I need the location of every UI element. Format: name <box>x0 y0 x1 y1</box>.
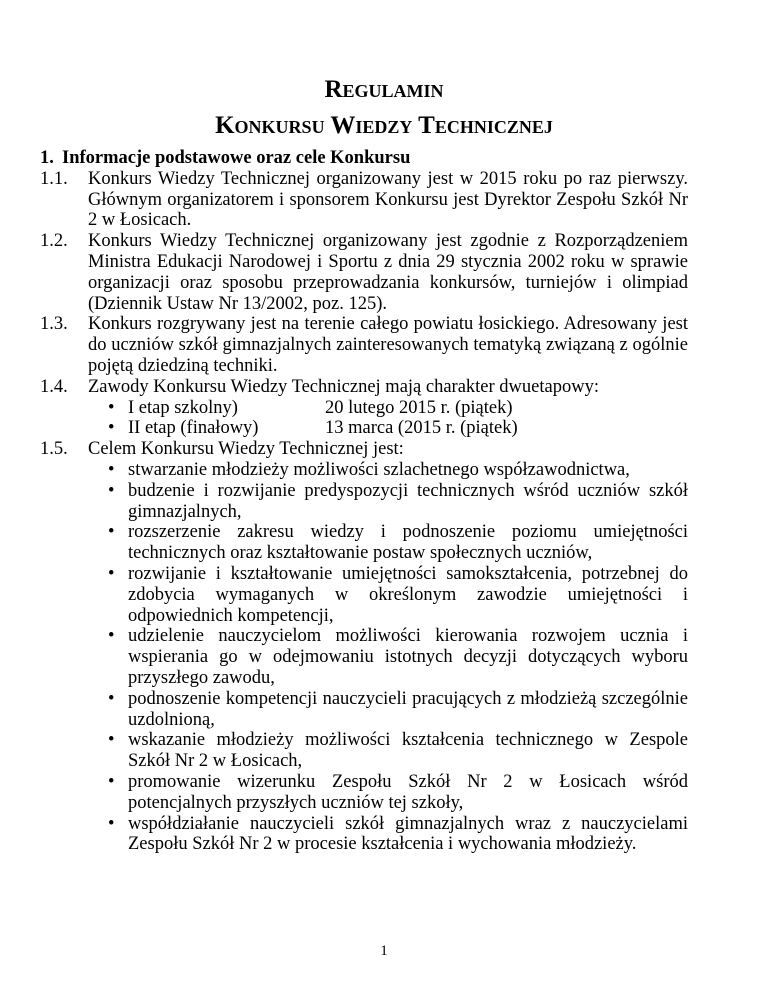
title-regulamin: Regulamin <box>324 76 444 103</box>
bullet-icon: • <box>108 480 115 501</box>
list-item-text: stwarzanie młodzieży możliwości szlachetnego współzawodnictwa, <box>128 459 630 480</box>
paragraph-text: Konkurs Wiedzy Technicznej organizowany jest zgodnie z Rozporządzeniem Ministra Edukacji Narodowej i Sportu z dnia 29 stycznia 2002 roku w sprawie organizacji oraz sposobu przeprowadzania konkursów, turniejów i olimpiad (Dziennik Ustaw Nr 13/2002, poz. 125). <box>88 231 688 314</box>
section-heading-text: Informacje podstawowe oraz cele Konkursu <box>62 148 411 168</box>
paragraph-number: 1.2. <box>40 231 68 252</box>
bullet-icon: • <box>108 771 115 792</box>
paragraph-1-5 <box>40 439 688 460</box>
bullet-icon: • <box>108 418 115 439</box>
list-item-text: współdziałanie nauczycieli szkół gimnazjalnych wraz z nauczycielami Zespołu Szkół Nr 2 w procesie kształcenia i wychowania młodzieży. <box>128 813 688 855</box>
bullet-icon: • <box>108 730 115 751</box>
list-item <box>40 626 688 688</box>
list-item <box>40 814 688 856</box>
section-heading <box>40 148 688 169</box>
list-item-text: wskazanie młodzieży możliwości kształcenia technicznego w Zespole Szkół Nr 2 w Łosicach, <box>128 730 688 772</box>
list-item-text: udzielenie nauczycielom możliwości kierowania rozwojem ucznia i wspierania go w odejmowaniu istotnych decyzji dotyczących wyboru przyszłego zawodu, <box>128 626 688 688</box>
stage-date: 13 marca (2015 r. (piątek) <box>325 418 518 439</box>
bullet-icon: • <box>108 522 115 543</box>
document-body <box>40 148 688 855</box>
stage-item <box>40 418 688 439</box>
paragraph-number: 1.1. <box>40 168 68 189</box>
bullet-icon: • <box>108 459 115 480</box>
list-item-text: promowanie wizerunku Zespołu Szkół Nr 2 w Łosicach wśród potencjalnych przyszłych uczniów tej szkoły, <box>128 771 688 813</box>
bullet-icon: • <box>108 397 115 418</box>
paragraph-1-3 <box>40 314 688 376</box>
list-item-text: rozwijanie i kształtowanie umiejętności samokształcenia, potrzebnej do zdobycia wymaganych w określonym zawodzie umiejętności i odpowiednich kompetencji, <box>128 563 688 626</box>
bullet-icon: • <box>108 688 115 709</box>
list-item-text: budzenie i rozwijanie predyspozycji technicznych wśród uczniów szkół gimnazjalnych, <box>128 480 688 522</box>
bullet-icon: • <box>108 813 115 834</box>
title-konkurs: Konkursu Wiedzy Technicznej <box>215 112 553 139</box>
list-item <box>40 460 688 481</box>
bullet-icon: • <box>108 626 115 647</box>
paragraph-number: 1.3. <box>40 314 68 335</box>
list-item <box>40 730 688 772</box>
list-item <box>40 772 688 814</box>
page-number: 1 <box>380 943 388 959</box>
paragraph-1-1 <box>40 169 688 231</box>
section-number: 1. <box>40 148 54 168</box>
paragraph-text: Celem Konkursu Wiedzy Technicznej jest: <box>88 439 404 460</box>
paragraph-1-4 <box>40 377 688 398</box>
list-item <box>40 689 688 731</box>
stage-item <box>40 398 688 419</box>
paragraph-number: 1.4. <box>40 376 68 397</box>
list-item <box>40 522 688 564</box>
paragraph-text: Zawody Konkursu Wiedzy Technicznej mają charakter dwuetapowy: <box>88 376 599 397</box>
paragraph-text: Konkurs rozgrywany jest na terenie całego powiatu łosickiego. Adresowany jest do uczniów szkół gimnazjalnych zainteresowanych tematyką związaną z ogólnie pojętą dziedziną techniki. <box>88 314 688 376</box>
paragraph-1-2 <box>40 231 688 314</box>
list-item <box>40 564 688 626</box>
list-item <box>40 481 688 523</box>
stage-name: II etap (finałowy) <box>128 418 259 439</box>
stage-name: I etap szkolny) <box>128 397 238 418</box>
stage-date: 20 lutego 2015 r. (piątek) <box>325 397 513 418</box>
bullet-icon: • <box>108 563 115 584</box>
paragraph-number: 1.5. <box>40 439 68 460</box>
list-item-text: rozszerzenie zakresu wiedzy i podnoszenie poziomu umiejętności technicznych oraz kształtowanie postaw społecznych uczniów, <box>128 522 688 564</box>
paragraph-text: Konkurs Wiedzy Technicznej organizowany jest w 2015 roku po raz pierwszy. Głównym organizatorem i sponsorem Konkursu jest Dyrektor Zespołu Szkół Nr 2 w Łosicach. <box>88 168 688 231</box>
list-item-text: podnoszenie kompetencji nauczycieli pracujących z młodzieżą szczególnie uzdolnioną, <box>128 688 688 730</box>
